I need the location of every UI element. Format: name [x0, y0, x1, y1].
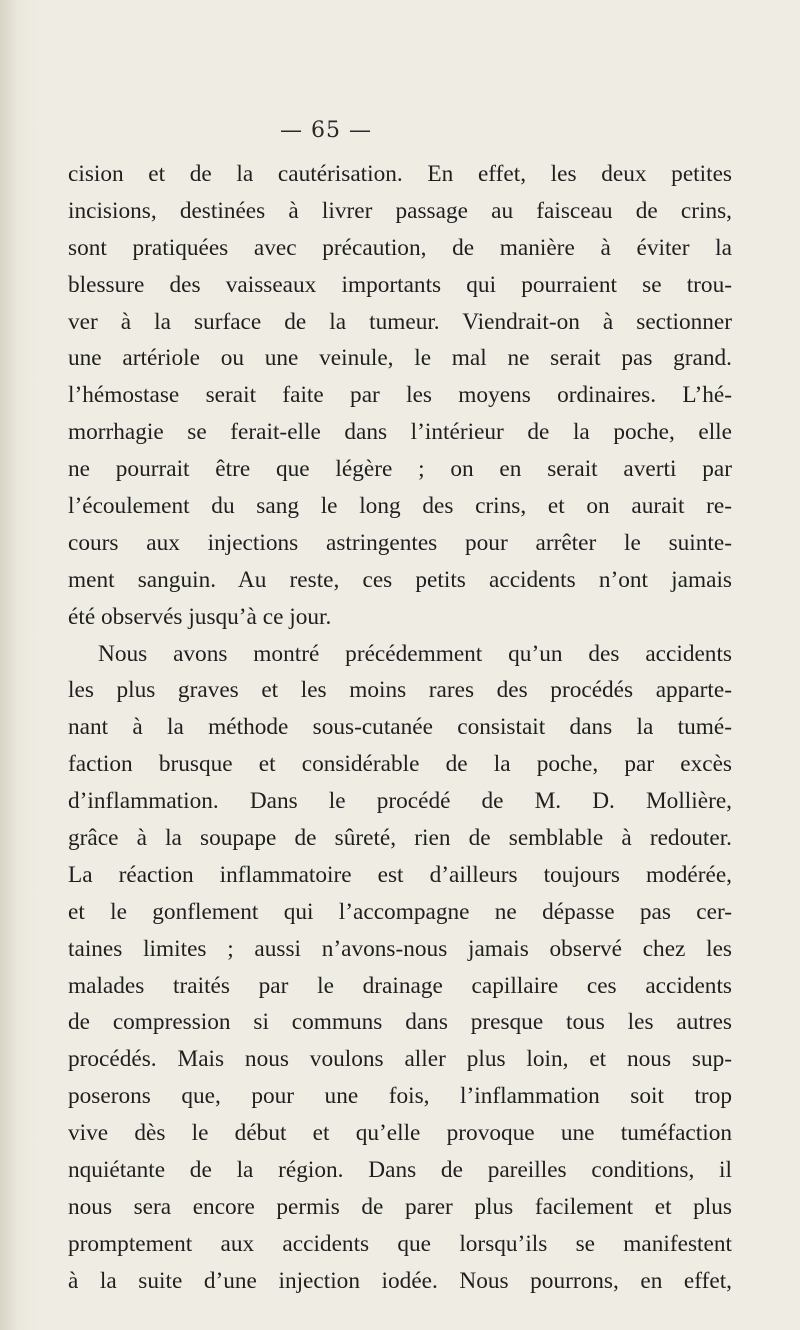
text-line: blessure des vaisseaux importants qui pourraient se trou- — [68, 271, 732, 298]
text-line: procédés. Mais nous voulons aller plus loin, et nous sup- — [68, 1046, 732, 1073]
text-line: ne pourrait être que légère ; on en serait averti par — [68, 456, 732, 483]
text-line: nous sera encore permis de parer plus facilement et plus — [68, 1193, 732, 1220]
text-line: sont pratiquées avec précaution, de manière à éviter la — [68, 234, 732, 261]
text-line: et le gonflement qui l’accompagne ne dépasse pas cer- — [68, 898, 732, 925]
text-line: l’hémostase serait faite par les moyens ordinaires. L’hé- — [68, 382, 732, 409]
text-line: malades traités par le drainage capillaire ces accidents — [68, 972, 732, 999]
text-line: de compression si communs dans presque tous les autres — [68, 1009, 732, 1036]
text-line: vive dès le début et qu’elle provoque une tuméfaction — [68, 1120, 732, 1147]
body-text — [68, 156, 732, 1300]
text-line: nant à la méthode sous-cutanée consistait dans la tumé- — [68, 714, 732, 741]
text-line: incisions, destinées à livrer passage au faisceau de crins, — [68, 197, 732, 224]
text-line: taines limites ; aussi n’avons-nous jamais observé chez les — [68, 935, 732, 962]
text-line: faction brusque et considérable de la poche, par excès — [68, 751, 732, 778]
text-line: cision et de la cautérisation. En effet, les deux petites — [68, 161, 732, 187]
text-line: promptement aux accidents que lorsqu’ils se manifestent — [68, 1230, 732, 1257]
text-line: à la suite d’une injection iodée. Nous pourrons, en effet, — [68, 1267, 732, 1294]
text-line: morrhagie se ferait-elle dans l’intérieur de la poche, elle — [68, 419, 732, 446]
text-line: été observés jusqu’à ce jour. — [68, 603, 332, 630]
text-line: d’inflammation. Dans le procédé de M. D. Mollière, — [68, 788, 732, 815]
text-line: ver à la surface de la tumeur. Viendrait-on à sectionner — [68, 308, 732, 335]
text-line: poserons que, pour une fois, l’inflammation soit trop — [68, 1083, 732, 1110]
text-line: nquiétante de la région. Dans de pareilles conditions, il — [68, 1157, 732, 1184]
text-line: les plus graves et les moins rares des procédés apparte- — [68, 677, 732, 704]
text-line: Nous avons montré précédemment qu’un des accidents — [98, 640, 732, 667]
text-line: grâce à la soupape de sûreté, rien de semblable à redouter. — [68, 825, 732, 852]
text-line: La réaction inflammatoire est d’ailleurs toujours modérée, — [68, 861, 732, 888]
page-number: — 65 — — [280, 118, 372, 143]
text-line: une artériole ou une veinule, le mal ne serait pas grand. — [68, 345, 732, 372]
text-line: ment sanguin. Au reste, ces petits accidents n’ont jamais — [68, 566, 732, 593]
text-line: cours aux injections astringentes pour arrêter le suinte- — [68, 529, 732, 556]
text-line: l’écoulement du sang le long des crins, et on aurait re- — [68, 493, 732, 520]
